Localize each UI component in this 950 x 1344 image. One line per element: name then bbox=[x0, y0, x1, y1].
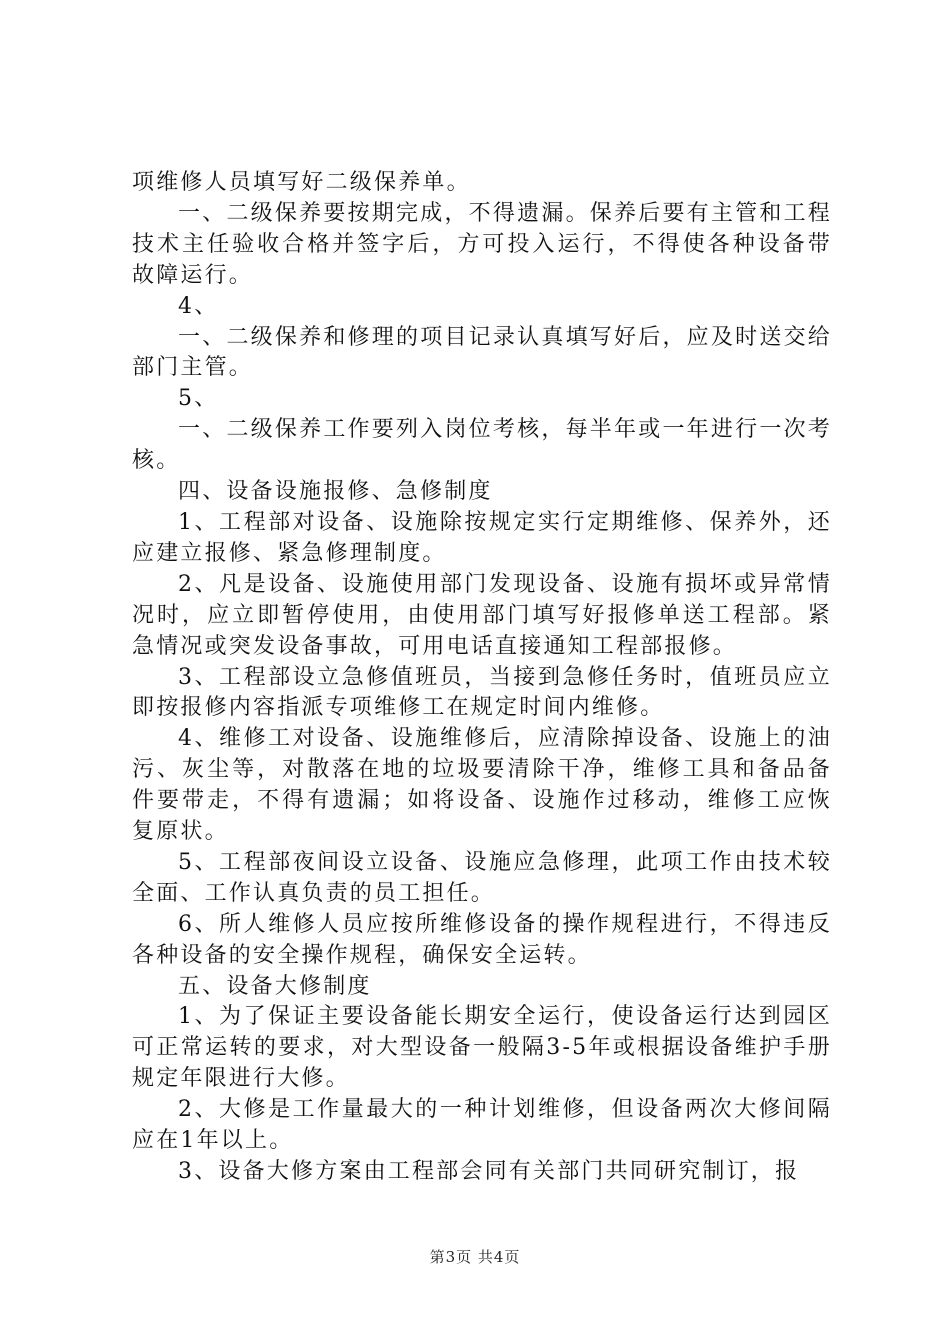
paragraph: 2、凡是设备、设施使用部门发现设备、设施有损坏或异常情况时，应立即暂停使用，由使用部门填写好报修单送工程部。紧急情况或突发设备事故，可用电话直接通知工程部报修。 bbox=[132, 571, 832, 659]
paragraph: 1、工程部对设备、设施除按规定实行定期维修、保养外，还应建立报修、紧急修理制度。 bbox=[132, 509, 832, 566]
page-footer: 第3页 共4页 bbox=[429, 1248, 521, 1266]
paragraph: 2、大修是工作量最大的一种计划维修，但设备两次大修间隔应在1年以上。 bbox=[132, 1097, 832, 1154]
paragraph: 一、二级保养工作要列入岗位考核，每半年或一年进行一次考核。 bbox=[132, 417, 832, 474]
document-body bbox=[132, 168, 832, 1188]
paragraph: 项维修人员填写好二级保养单。 bbox=[132, 170, 471, 195]
paragraph: 1、为了保证主要设备能长期安全运行，使设备运行达到园区可正常运转的要求，对大型设备一般隔3-5年或根据设备维护手册规定年限进行大修。 bbox=[132, 1004, 832, 1092]
paragraph: 五、设备大修制度 bbox=[178, 973, 372, 999]
paragraph: 一、二级保养要按期完成，不得遗漏。保养后要有主管和工程技术主任验收合格并签字后，方可投入运行，不得使各种设备带故障运行。 bbox=[132, 200, 832, 288]
paragraph: 四、设备设施报修、急修制度 bbox=[178, 479, 493, 505]
paragraph: 6、所人维修人员应按所维修设备的操作规程进行，不得违反各种设备的安全操作规程，确保安全运转。 bbox=[132, 911, 832, 968]
paragraph: 3、工程部设立急修值班员，当接到急修任务时，值班员应立即按报修内容指派专项维修工在规定时间内维修。 bbox=[132, 664, 832, 721]
paragraph: 3、设备大修方案由工程部会同有关部门共同研究制订，报 bbox=[178, 1159, 800, 1184]
paragraph: 一、二级保养和修理的项目记录认真填写好后，应及时送交给部门主管。 bbox=[132, 324, 832, 381]
paragraph: 4、 bbox=[178, 293, 219, 319]
paragraph: 4、维修工对设备、设施维修后，应清除掉设备、设施上的油污、灰尘等，对散落在地的垃圾要清除干净，维修工具和备品备件要带走，不得有遗漏；如将设备、设施作过移动，维修工应恢复原状。 bbox=[132, 726, 832, 845]
paragraph: 5、 bbox=[178, 386, 219, 412]
paragraph: 5、工程部夜间设立设备、设施应急修理，此项工作由技术较全面、工作认真负责的员工担任。 bbox=[132, 849, 832, 906]
